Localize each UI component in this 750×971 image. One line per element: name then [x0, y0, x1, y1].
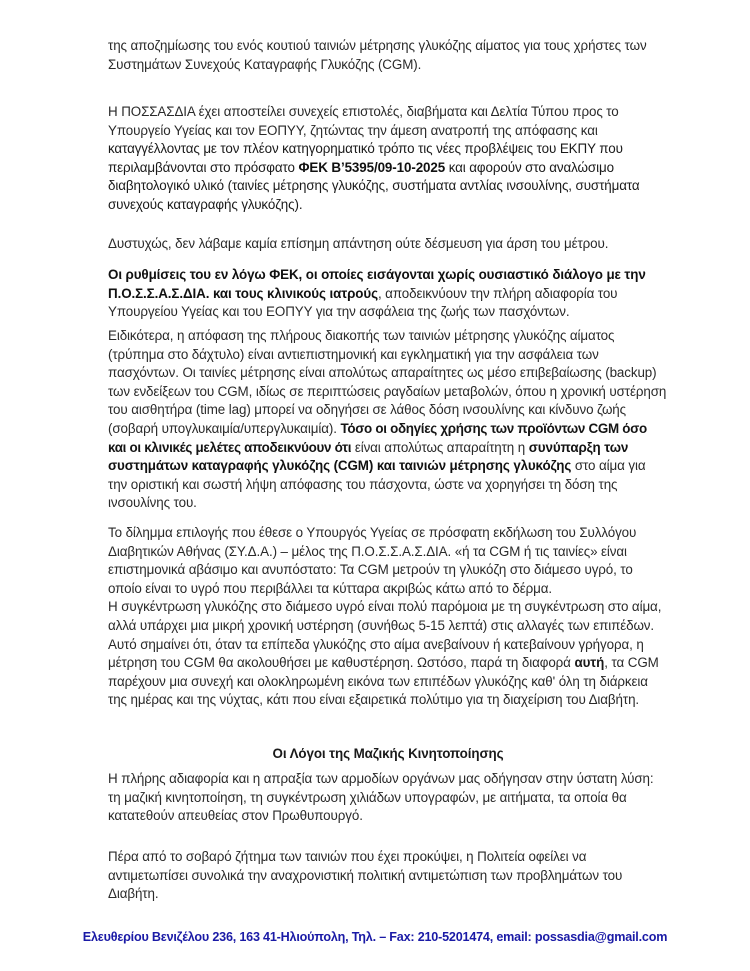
paragraph-regulations	[108, 266, 668, 322]
bold-span: συνύπαρξη των συστημάτων καταγραφής γλυκόζης (CGM) και ταινιών μέτρησης γλυκόζης	[108, 439, 629, 474]
text-span: , αποδεικνύουν την πλήρη αδιαφορία του Υπουργείου Υγείας και του ΕΟΠΥΥ για την ασφάλεια της ζωής των πασχόντων.	[108, 285, 618, 320]
paragraph-letters	[108, 103, 668, 215]
fek-reference: ΦΕΚ Β’5395/09-10-2025	[298, 159, 446, 175]
bold-span: αυτή	[574, 655, 605, 671]
section-heading: Οι Λόγοι της Μαζικής Κινητοποίησης	[272, 746, 504, 761]
text-span: και αφορούν στο αναλώσιμο διαβητολογικό υλικό (ταινίες μέτρησης γλυκόζης, συστήματα αντλίας ινσουλίνης, συστήματα συνεχούς καταγραφής γλυκόζης).	[108, 159, 640, 212]
semibold-span: Τόσο οι οδηγίες χρήσης των προϊόντων CGM όσο και οι κλινικές μελέτες αποδεικνύουν ότι	[108, 420, 647, 455]
text-span: Ειδικότερα, η απόφαση της πλήρους διακοπής των ταινιών μέτρησης γλυκόζης αίματος (τρύπημα στο δάχτυλο) είναι αντιεπιστημονική και εγκληματική για την ασφάλεια των πασχόντων. Οι ταινίες μέτρησης είναι απολύτως απαραίτητες ως μέσο επιβεβαίωσης (backup) των ενδείξεων του CGM, ιδίως σε περιπτώσεις ραγδαίων μεταβολών, όπου η χρονική υστέρηση του αισθητήρα (time lag) μπορεί να οδηγήσει σε λάθος δόση ινσουλίνης και κίνδυνο ζωής (σοβαρή υπογλυκαιμία/υπεργλυκαιμία).	[108, 328, 667, 436]
paragraph-dilemma	[108, 524, 668, 710]
interstitial-text	[108, 598, 668, 710]
dilemma-text: Το δίλημμα επιλογής που έθεσε ο Υπουργός Υγείας σε πρόσφατη εκδήλωση του Συλλόγου Διαβητικών Αθήνας (ΣΥ.Δ.Α.) – μέλος της Π.Ο.Σ.Σ.Α.Σ.ΔΙΑ. «ή τα CGM ή τις ταινίες» είναι επιστημονικά αβάσιμο και ανυπόστατο: Τα CGM μετρούν τη γλυκόζη στο διάμεσο υγρό, το οποίο είναι το υγρό που περιβάλλει τα κύτταρα ακριβώς κάτω από το δέρμα.	[108, 525, 637, 596]
paragraph-reimbursement: της αποζημίωσης του ενός κουτιού ταινιών μέτρησης γλυκόζης αίματος για τους χρήστες των Συστημάτων Συνεχούς Καταγραφής Γλυκόζης (CGM).	[108, 38, 647, 72]
text-span: Η συγκέντρωση γλυκόζης στο διάμεσο υγρό είναι πολύ παρόμοια με τη συγκέντρωση στο αίμα, αλλά υπάρχει μια μικρή χρονική υστέρηση (συνήθως 5-15 λεπτά) στις αλλαγές των επιπέδων. Αυτό σημαίνει ότι, όταν τα επίπεδα γλυκόζης στο αίμα ανεβαίνουν ή κατεβαίνουν γρήγορα, η μέτρηση του CGM θα ακολουθήσει με καθυστέρηση. Ωστόσο, παρά τη διαφορά	[108, 599, 662, 671]
text-span-denouncing: καταγγέλλοντας με τον πλέον κατηγορηματικό τρόπο τις νέες προβλέψεις του ΕΚΠΥ που περιλαμβάνονται στο πρόσφατο	[108, 141, 623, 175]
paragraph-specifically	[108, 327, 668, 513]
bold-span: Οι ρυθμίσεις του εν λόγω ΦΕΚ, οι οποίες εισάγονται χωρίς ουσιαστικό διάλογο με την Π.Ο.Σ.Σ.Α.Σ.ΔΙΑ. και τους κλινικούς ιατρούς	[108, 267, 646, 301]
text-span: Η ΠΟΣΣΑΣΔΙΑ έχει αποστείλει συνεχείς επιστολές, διαβήματα και Δελτία Τύπου προς το Υπουργείο Υγείας και τον ΕΟΠΥΥ, ζητώντας την άμεση ανατροπή της απόφασης και	[108, 104, 619, 138]
text-span: είναι απολύτως απαραίτητη η	[351, 439, 529, 455]
footer-contact: Ελευθερίου Βενιζέλου 236, 163 41-Ηλιούπολη, Τηλ. – Fax: 210-5201474, email: possasdia@gmail.com	[82, 930, 668, 944]
text-span: στο αίμα για την οριστική και σωστή λήψη απόφασης του πάσχοντα, ώστε να χορηγήσει τη δόση της ινσουλίνης του.	[108, 458, 646, 511]
paragraph-mobilization: Η πλήρης αδιαφορία και η απραξία των αρμοδίων οργάνων μας οδήγησαν στην ύστατη λύση: τη μαζική κινητοποίηση, τη συγκέντρωση χιλιάδων υπογραφών, με αιτήματα, τα οποία θα κατατεθούν απευθείας στον Πρωθυπουργό.	[108, 771, 654, 824]
paragraph-state-obligation: Πέρα από το σοβαρό ζήτημα των ταινιών που έχει προκύψει, η Πολιτεία οφείλει να αντιμετωπίσει συνολικά την αναχρονιστική πολιτική αντιμετώπιση των προβλημάτων του Διαβήτη.	[108, 849, 623, 902]
text-span: , τα CGM παρέχουν μια συνεχή και ολοκληρωμένη εικόνα των επιπέδων γλυκόζης καθ' όλη τη διάρκεια της ημέρας και της νύχτας, κάτι που είναι εξαιρετικά πολύτιμο για τη διαχείριση του Διαβήτη.	[108, 655, 659, 708]
paragraph-no-response: Δυστυχώς, δεν λάβαμε καμία επίσημη απάντηση ούτε δέσμευση για άρση του μέτρου.	[108, 236, 609, 251]
